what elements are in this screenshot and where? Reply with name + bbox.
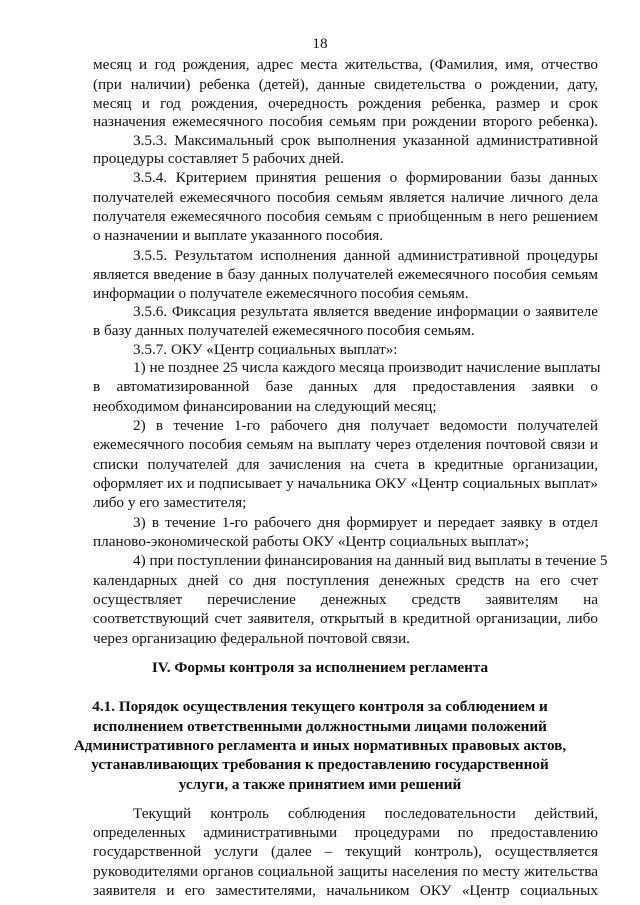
section-heading: IV. Формы контроля за исполнением регламента bbox=[151, 658, 489, 676]
text-line: получателя ежемесячного пособия семьям с приобщенным в него решением bbox=[93, 208, 598, 226]
subsection-heading-line: исполнением ответственными должностными лицами положений bbox=[93, 717, 547, 735]
text-line: планово-экономической работы ОКУ «Центр социальных выплат»; bbox=[93, 533, 530, 550]
text-line: (при наличии) ребенка (детей), данные свидетельства о рождении, дату, bbox=[93, 75, 598, 93]
text-line: является введение в базу данных получателей ежемесячного пособия семьям bbox=[93, 266, 598, 284]
text-line: государственной услуги (далее – текущий контроль), осуществляется bbox=[93, 843, 598, 861]
text-line: либо у его заместителя; bbox=[93, 494, 247, 512]
text-line: месяц и год рождения, адрес места жительства, (Фамилия, имя, отчество bbox=[93, 56, 598, 74]
text-line: 3.5.3. Максимальный срок выполнения указанной административной bbox=[133, 131, 598, 149]
text-line: руководителями органов социальной защиты населения по месту жительства bbox=[93, 862, 598, 880]
text-line: информации о получателе ежемесячного пособия семьям. bbox=[93, 284, 469, 302]
text-line: заявителя и его заместителями, начальником ОКУ «Центр социальных bbox=[93, 882, 598, 899]
text-line: календарных дней со дня поступления денежных средств на его счет bbox=[93, 571, 598, 589]
subsection-heading-line: 4.1. Порядок осуществления текущего контроля за соблюдением и bbox=[92, 698, 548, 716]
subsection-heading-line: услуги, а также принятием ими решений bbox=[178, 775, 462, 793]
text-line: необходимом финансировании на следующий месяц; bbox=[93, 397, 437, 415]
text-line: Текущий контроль соблюдения последовательности действий, bbox=[133, 804, 598, 822]
text-line: получателей ежемесячного пособия семьям является наличие личного дела bbox=[93, 188, 598, 206]
text-line: соответствующий счет заявителя, открытый в кредитной организации, либо bbox=[93, 610, 598, 628]
text-line: в автоматизированной базе данных для предоставления заявки о bbox=[93, 378, 598, 396]
text-line: определенных административными процедурами по предоставлению bbox=[93, 824, 598, 841]
text-line: 4) при поступлении финансирования на данный вид выплаты в течение 5 bbox=[133, 552, 608, 570]
text-line: 3.5.7. ОКУ «Центр социальных выплат»: bbox=[133, 340, 398, 358]
text-line: через организацию федеральной почтовой связи. bbox=[93, 629, 410, 647]
text-line: оформляет их и подписывает у начальника ОКУ «Центр социальных выплат» bbox=[93, 474, 598, 492]
text-line: месяц и год рождения, очередность рождения ребенка, размер и срок bbox=[93, 94, 598, 112]
text-line: процедуры составляет 5 рабочих дней. bbox=[93, 150, 344, 168]
text-line: 3) в течение 1-го рабочего дня формирует и передает заявку в отдел bbox=[133, 513, 598, 531]
text-line: 3.5.4. Критерием принятия решения о формировании базы данных bbox=[133, 169, 598, 187]
text-line: 1) не позднее 25 числа каждого месяца производит начисление выплаты bbox=[133, 358, 601, 376]
text-line: списки получателей для зачисления на счета в кредитные организации, bbox=[93, 455, 598, 473]
text-line: 3.5.6. Фиксация результата является введение информации о заявителе bbox=[133, 302, 598, 320]
text-line: о назначении и выплате указанного пособия. bbox=[93, 227, 383, 245]
text-line: 3.5.5. Результатом исполнения данной административной процедуры bbox=[133, 246, 598, 264]
text-line: ежемесячного пособия семьям на выплату через отделения почтовой связи и bbox=[93, 436, 598, 454]
subsection-heading-line: Административного регламента и иных нормативных правовых актов, bbox=[73, 737, 567, 754]
text-line: осуществляет перечисление денежных средств заявителям на bbox=[93, 591, 598, 608]
page-number: 18 bbox=[312, 35, 328, 52]
text-line: назначения ежемесячного пособия семьям при рождении второго ребенка). bbox=[93, 113, 598, 131]
text-line: 2) в течение 1-го рабочего дня получает ведомости получателей bbox=[133, 416, 598, 434]
subsection-heading-line: устанавливающих требования к предоставлению государственной bbox=[91, 756, 549, 774]
text-line: в базу данных получателей ежемесячного пособия семьям. bbox=[93, 322, 475, 340]
